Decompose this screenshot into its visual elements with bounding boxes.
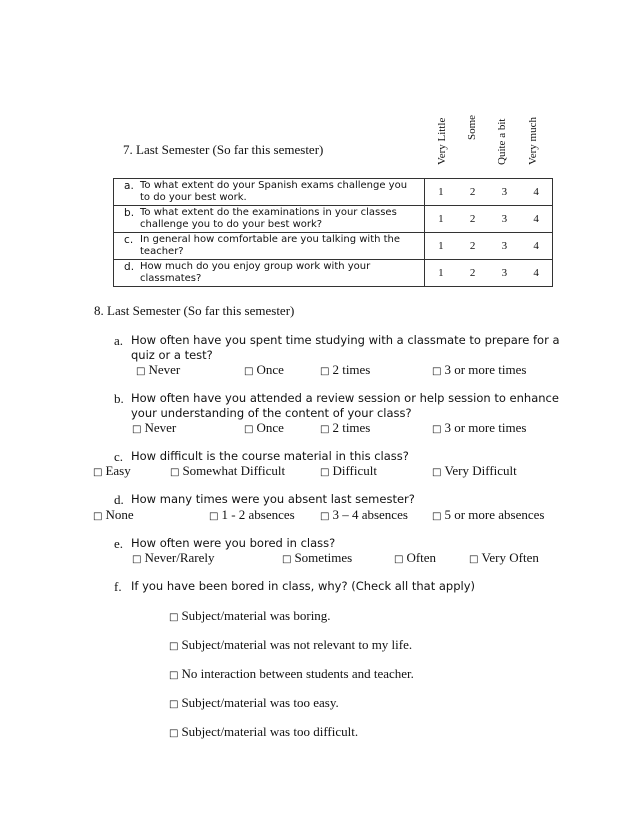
checkbox-icon: □ xyxy=(170,467,180,478)
q7-rating-option[interactable]: 4 xyxy=(533,213,539,225)
q8c-option-easy[interactable]: □ Easy xyxy=(93,463,131,478)
checkbox-icon: □ xyxy=(169,641,179,652)
q7-rating-option[interactable]: 1 xyxy=(438,267,444,279)
checkbox-icon: □ xyxy=(209,511,219,522)
q8f-option-not-relevant[interactable]: □ Subject/material was not relevant to my life. xyxy=(169,637,413,652)
checkbox-icon: □ xyxy=(320,366,330,377)
checkbox-icon: □ xyxy=(432,366,442,377)
q8c-question: How difficult is the course material in this class? xyxy=(131,449,409,463)
q8a-option-2-times[interactable]: □ 2 times xyxy=(320,362,371,377)
q8f-letter: f. xyxy=(114,579,122,594)
q8f-question: If you have been bored in class, why? (Check all that apply) xyxy=(131,579,476,593)
checkbox-icon: □ xyxy=(432,511,442,522)
q7-rating-option[interactable]: 3 xyxy=(501,186,508,198)
q8e-option-very-often[interactable]: □ Very Often xyxy=(469,550,539,565)
q7-question-cell xyxy=(114,260,425,287)
q7-rating-option[interactable]: 1 xyxy=(438,240,444,252)
q7-question-text: To what extent do your Spanish exams challenge you to do your best work. xyxy=(140,180,408,203)
q8d-option-5-or-more[interactable]: □ 5 or more absences xyxy=(432,507,545,522)
checkbox-icon: □ xyxy=(132,424,142,435)
q8c-option-somewhat-difficult[interactable]: □ Somewhat Difficult xyxy=(170,463,286,478)
checkbox-icon: □ xyxy=(93,511,103,522)
q8c-option-very-difficult[interactable]: □ Very Difficult xyxy=(432,463,517,478)
q7-rating-option[interactable]: 2 xyxy=(469,267,476,279)
q7-question-letter: d. xyxy=(124,261,135,273)
q8a-option-3-or-more[interactable]: □ 3 or more times xyxy=(432,362,527,377)
checkbox-icon: □ xyxy=(136,366,146,377)
q7-rating-option[interactable]: 3 xyxy=(501,240,508,252)
q7-question-text: In general how comfortable are you talking with the teacher? xyxy=(140,234,401,257)
q8b-option-3-or-more[interactable]: □ 3 or more times xyxy=(432,420,527,435)
q7-question-letter: b. xyxy=(124,207,135,219)
checkbox-icon: □ xyxy=(244,424,254,435)
checkbox-icon: □ xyxy=(320,424,330,435)
q7-rating-option[interactable]: 3 xyxy=(501,213,508,225)
q7-rating-option[interactable]: 4 xyxy=(533,186,539,198)
q7-rating-option[interactable]: 2 xyxy=(469,240,476,252)
q7-question-letter: a. xyxy=(124,180,134,192)
q8d-question: How many times were you absent last semester? xyxy=(131,492,415,506)
checkbox-icon: □ xyxy=(469,554,479,565)
q7-rating-cell xyxy=(425,179,553,206)
q7-row xyxy=(114,233,553,260)
checkbox-icon: □ xyxy=(244,366,254,377)
q8b-letter: b. xyxy=(114,391,124,406)
scale-header-very-much: Very much xyxy=(527,117,539,165)
checkbox-icon: □ xyxy=(394,554,404,565)
q7-rating-cell xyxy=(425,233,553,260)
q7-title: 7. Last Semester (So far this semester) xyxy=(123,142,324,157)
q7-rating-option[interactable]: 2 xyxy=(469,213,476,225)
checkbox-icon: □ xyxy=(432,467,442,478)
q8d-option-3-4[interactable]: □ 3 – 4 absences xyxy=(320,507,408,522)
q8f-option-no-interaction[interactable]: □ No interaction between students and teacher. xyxy=(169,666,414,681)
checkbox-icon: □ xyxy=(432,424,442,435)
q8c-option-difficult[interactable]: □ Difficult xyxy=(320,463,377,478)
q8a-question-line1: How often have you spent time studying with a classmate to prepare for a xyxy=(131,333,560,347)
checkbox-icon: □ xyxy=(282,554,292,565)
q8e-option-often[interactable]: □ Often xyxy=(394,550,437,565)
q7-question-cell xyxy=(114,233,425,260)
q7-question-text: How much do you enjoy group work with your classmates? xyxy=(140,261,371,284)
q8b-option-2-times[interactable]: □ 2 times xyxy=(320,420,371,435)
q8d-option-none[interactable]: □ None xyxy=(93,507,134,522)
q8f-option-too-easy[interactable]: □ Subject/material was too easy. xyxy=(169,695,339,710)
q8d-letter: d. xyxy=(114,492,124,507)
checkbox-icon: □ xyxy=(93,467,103,478)
q8f-option-too-difficult[interactable]: □ Subject/material was too difficult. xyxy=(169,724,359,739)
checkbox-icon: □ xyxy=(320,467,330,478)
q8a-letter: a. xyxy=(114,333,124,348)
checkbox-icon: □ xyxy=(169,670,179,681)
scale-header-quite-a-bit: Quite a bit xyxy=(496,118,508,165)
q7-row xyxy=(114,179,553,206)
q7-rating-option[interactable]: 4 xyxy=(533,240,539,252)
q7-rating-cell xyxy=(425,206,553,233)
checkbox-icon: □ xyxy=(169,612,179,623)
q7-row xyxy=(114,260,553,287)
q8d-option-1-2[interactable]: □ 1 - 2 absences xyxy=(209,507,295,522)
q8e-option-sometimes[interactable]: □ Sometimes xyxy=(282,550,353,565)
q8b-option-never[interactable]: □ Never xyxy=(132,420,177,435)
q8b-question-line1: How often have you attended a review session or help session to enhance xyxy=(131,391,559,405)
checkbox-icon: □ xyxy=(169,699,179,710)
q8b-question-line2: your understanding of the content of your class? xyxy=(131,406,412,420)
q7-rating-option[interactable]: 1 xyxy=(438,186,444,198)
q7-rating-option[interactable]: 2 xyxy=(469,186,476,198)
q7-rating-table xyxy=(113,178,553,287)
q7-question-letter: c. xyxy=(124,234,134,246)
scale-header-some: Some xyxy=(466,114,478,140)
q7-rating-option[interactable]: 1 xyxy=(438,213,444,225)
checkbox-icon: □ xyxy=(169,728,179,739)
q8a-option-never[interactable]: □ Never xyxy=(136,362,181,377)
q7-question-cell xyxy=(114,206,425,233)
q7-rating-cell xyxy=(425,260,553,287)
q8f-option-boring[interactable]: □ Subject/material was boring. xyxy=(169,608,331,623)
q7-row xyxy=(114,206,553,233)
q8e-question: How often were you bored in class? xyxy=(131,536,336,550)
q7-rating-option[interactable]: 3 xyxy=(501,267,508,279)
q8-title: 8. Last Semester (So far this semester) xyxy=(94,303,295,318)
checkbox-icon: □ xyxy=(132,554,142,565)
q7-rating-option[interactable]: 4 xyxy=(533,267,539,279)
q8c-letter: c. xyxy=(114,449,124,464)
q7-question-text: To what extent do the examinations in your classes challenge you to do your best work? xyxy=(140,207,397,230)
checkbox-icon: □ xyxy=(320,511,330,522)
q7-question-cell xyxy=(114,179,425,206)
q8a-option-once[interactable]: □ Once xyxy=(244,362,284,377)
q8b-option-once[interactable]: □ Once xyxy=(244,420,284,435)
q8e-option-never-rarely[interactable]: □ Never/Rarely xyxy=(132,550,215,565)
q8a-question-line2: quiz or a test? xyxy=(131,348,213,362)
q8e-letter: e. xyxy=(114,536,124,551)
scale-header-very-little: Very Little xyxy=(436,117,448,165)
